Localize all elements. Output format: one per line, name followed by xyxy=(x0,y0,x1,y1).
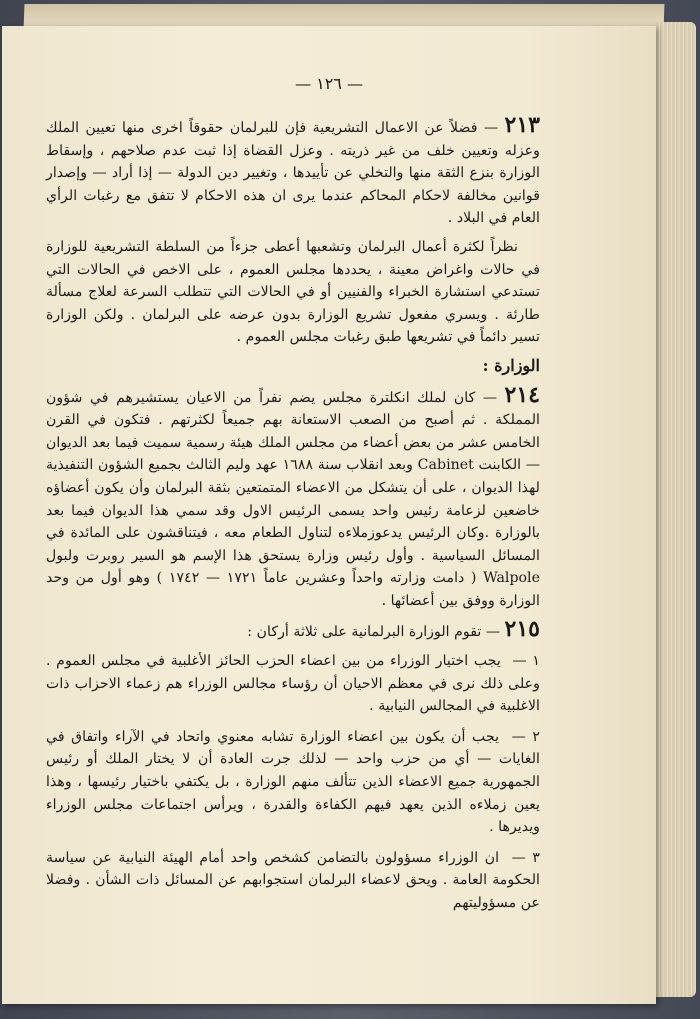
section-paragraph xyxy=(46,618,540,644)
list-item-number: ٣ — xyxy=(511,849,540,866)
page-edges xyxy=(654,22,696,997)
page-text xyxy=(46,114,540,923)
section-paragraph xyxy=(46,114,540,230)
list-item-number: ١ — xyxy=(512,653,540,670)
book-page xyxy=(2,26,656,1004)
body-paragraph: نظراً لكثرة أعمال البرلمان وتشعبها أعطى جزءاً من السلطة التشريعية للوزارة في حالات واغراض معينة ، يحددها مجلس العموم ، على الاخص في الحالات التي تستدعي استشارة الخبراء والفنيين أو في الحالات التي تتطلب السرعة لعلاج مسألة طارئة . ويسري مفعول تشريع الوزارة بدون عرضه على البرلمان . ولكن الوزارة تسير دائماً في تشريعها طبق رغبات مجلس العموم . xyxy=(46,238,540,346)
section-text: — فضلاً عن الاعمال التشريعية فإن للبرلمان حقوقاً اخرى منها تعيين الملك وعزله وتعيين خلف من غير ذريته . وعزل القضاة إذا ثبت عدم صلاحهم ، وإسقاط الوزارة بنزع الثقة منها والتخلي عن تأييدها ، وتغيير دين الدولة — إذا أراد — وإصدار قوانين مخالفة لاحكام المحاكم عندما يرى ان هذه الاحكام لا تتفق مع رغبات الرأي العام في البلاد . xyxy=(46,120,540,227)
list-item xyxy=(46,650,540,718)
list-item-text: يجب أن يكون بين اعضاء الوزارة تشابه معنوي واتحاد في الآراء واتفاق في الغايات — أي من حزب واحد — لذلك جرت العادة أن لا يختار الملك أو رئيس الجمهورية جميع الاعضاء الذين تتألف منهم الوزارة ، بل يكتفي باختيار رئيسها ، وهذا يعين زملاءه الذين يعهد فيهم الكفاءة والقدرة ، ويرأس اجتماعات مجلس الوزراء ويديرها . xyxy=(46,728,540,836)
section-text: — تقوم الوزارة البرلمانية على ثلاثة أركان : xyxy=(247,624,505,641)
page-number: — ١٢٦ — xyxy=(295,74,363,93)
section-text: — كان لملك انكلترة مجلس يضم نفراً من الاعيان يستشيرهم في شؤون المملكة . ثم أصبح من الصعب الاستعانة بهم جميعاً لكثرتهم . فتكون في القرن الخامس عشر من بعض أعضاء من مجلس الملك هيئة رسمية سميت فيما بعد الديوان — الكابنت Cabinet وبعد انقلاب سنة ١٦٨٨ عهد وليم الثالث بجميع الشؤون التنفيذية لهذا الديوان ، على أن يتشكل من الاعضاء المتمتعين بثقة البرلمان وأن يكون أعضاؤه خاضعين لزعامة رئيس واحد يسمى الرئيس الاول وقد سمي هذا الديوان فيما بعد بالوزارة .وكان الرئيس يدعوزملاءه لتناول الطعام معه ، فيتناقشون على المائدة في المسائل السياسية . وأول رئيس وزارة يستحق هذا الإسم هو السير روبرت ولبول Walpole ( دامت وزارته واحداً وعشرين عاماً ١٧٢١ — ١٧٤٢ ) وهو أول من وحد الوزارة ووفق بين أعضائها . xyxy=(46,389,541,609)
section-number: ٢١٣ xyxy=(504,112,540,138)
section-number: ٢١٤ xyxy=(504,381,540,408)
list-item xyxy=(46,847,540,915)
list-item-text: يجب اختيار الوزراء من بين اعضاء الحزب الحائز الأغلبية في مجلس العموم . وعلى ذلك نرى في معظم الاحيان أن رؤساء مجالس الوزراء هم زعماء الاحزاب ذات الاغلبية في المجالس النيابية . xyxy=(46,653,540,715)
list-item-text: ان الوزراء مسؤولون بالتضامن كشخص واحد أمام الهيئة النيابية عن سياسة الحكومة العامة . ويحق لاعضاء البرلمان استجوابهم عن المسائل ذات الشأن . وفضلا عن مسؤوليتهم xyxy=(46,849,540,911)
section-paragraph xyxy=(46,381,541,613)
list-item xyxy=(46,726,540,839)
subheading: الوزارة : xyxy=(482,355,540,375)
list-item-number: ٢ — xyxy=(511,728,541,745)
section-number: ٢١٥ xyxy=(504,616,540,643)
